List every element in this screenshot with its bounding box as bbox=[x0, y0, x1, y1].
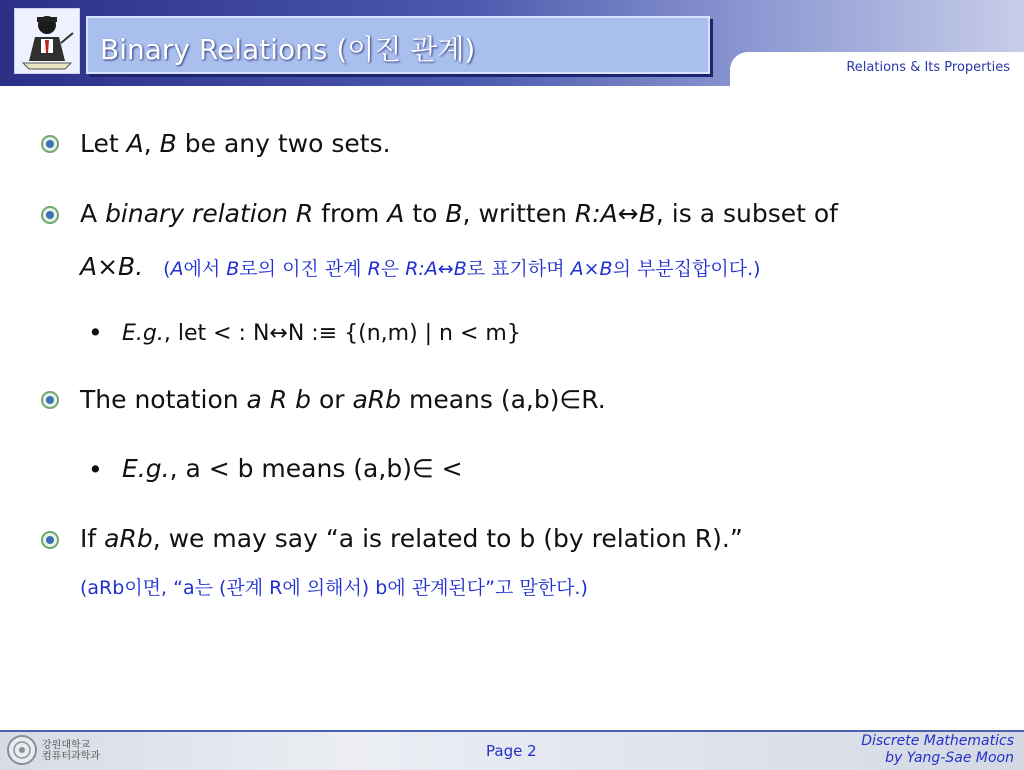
department-label: 강원대학교 컴퓨터과학과 bbox=[42, 740, 100, 762]
item-let-sets: Let A, B be any two sets. bbox=[80, 129, 391, 158]
korean-annotation-related: (aRb이면, “a는 (관계 R에 의해서) b에 관계된다”고 말한다.) bbox=[80, 577, 588, 599]
course-credit: Discrete Mathematics by Yang-Sae Moon bbox=[861, 733, 1014, 766]
sub-bullet-dot: • bbox=[88, 455, 103, 484]
sub-item-example-less-than: E.g., let < : N↔N :≡ {(n,m) | n < m} bbox=[122, 321, 521, 346]
sub-item-example-means: E.g., a < b means (a,b)∈ < bbox=[122, 454, 463, 483]
bullet-emblem-icon bbox=[40, 390, 60, 410]
item-related-to: If aRb, we may say “a is related to b (by relation R).” bbox=[80, 524, 743, 553]
section-tab-label: Relations & Its Properties bbox=[846, 60, 1010, 75]
korean-annotation: (A에서 B로의 이진 관계 R은 R:A↔B로 표기하며 A×B의 부분집합이다.) bbox=[163, 258, 761, 280]
page-number: Page 2 bbox=[486, 742, 537, 760]
university-seal-icon bbox=[6, 734, 38, 766]
page-title: Binary Relations (이진 관계) bbox=[100, 33, 476, 66]
item-binary-relation-def: A binary relation R from A to B, written R:A↔B, is a subset of bbox=[80, 199, 838, 228]
bullet-emblem-icon bbox=[40, 134, 60, 154]
sub-bullet-dot: • bbox=[88, 318, 103, 347]
item-notation: The notation a R b or aRb means (a,b)∈R. bbox=[80, 385, 606, 414]
bullet-emblem-icon bbox=[40, 530, 60, 550]
bullet-emblem-icon bbox=[40, 205, 60, 225]
item-binary-relation-line2: A×B. (A에서 B로의 이진 관계 R은 R:A↔B로 표기하며 A×B의 부분집합이다.) bbox=[80, 252, 761, 281]
professor-logo-icon bbox=[14, 8, 80, 74]
